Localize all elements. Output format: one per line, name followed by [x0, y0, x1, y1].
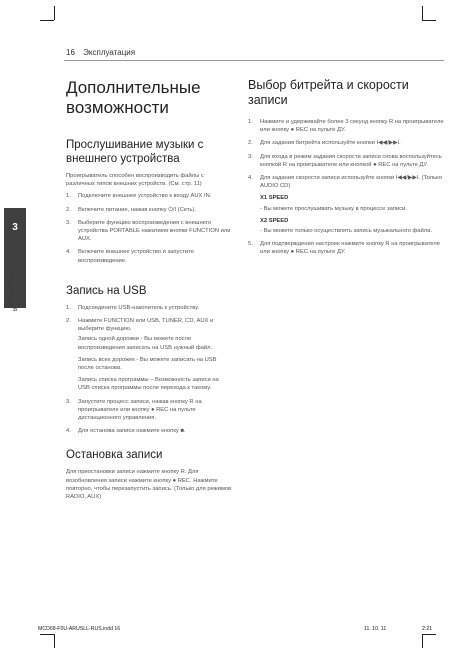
footer-date: 11. 10. 11	[364, 626, 387, 632]
list-item: 4. Для останова записи нажмите кнопку ■.	[66, 428, 186, 435]
list-item: 5. Для подтверждения настроек нажмите кнопку R на проигрывателе или кнопку ● REC на пульте ДУ.	[248, 241, 440, 256]
bitrate-steps	[248, 118, 444, 257]
running-header	[66, 48, 135, 57]
list-item: 1. Нажмите и удерживайте более 3 секунд кнопку R на проигрывателе или кнопку ● REC на пульте ДУ.	[248, 119, 444, 134]
list-item: 1. Подключите внешнее устройство к входу AUX IN.	[66, 193, 212, 200]
header-divider	[64, 60, 444, 61]
section-heading-usb: Запись на USB	[66, 284, 147, 297]
speed-x2-title: X2 SPEED	[260, 217, 289, 224]
right-column	[248, 78, 444, 262]
page-title: Дополнительные возможности	[66, 78, 201, 117]
speed-x1-title: X1 SPEED	[260, 195, 289, 202]
crop-mark	[40, 634, 54, 635]
chapter-number: 3	[12, 222, 18, 233]
list-item: 3. Для входа в режим задания скорости записи снова воспользуйтесь кнопкой R на проигрывателе или кнопкой ● REC на пульте ДУ.	[248, 153, 442, 168]
page-number: 16	[66, 48, 75, 57]
speed-x1-text: - Вы можете прослушивать музыку в процессе записи.	[260, 205, 407, 212]
footer-file-name: MCD68-F0U-ARUSLL-RUS.indd 16	[38, 626, 121, 632]
list-item: 2. Нажмите FUNCTION или USB, TUNER, CD, AUX и выберите функцию. Запись одной дорожки - Вы можете после воспроизведения записать на USB нужный файл. Запись всех дорожек - Вы можете записать на USB после останова. Запись списка программы – Возможность записи на USB списка программы после перехода к такому.	[66, 317, 232, 393]
usb-note: Запись всех дорожек - Вы можете записать на USB после останова.	[78, 356, 217, 372]
usb-steps	[66, 304, 232, 436]
footer-time: 2:21	[422, 626, 433, 632]
left-column	[66, 78, 232, 505]
listen-intro: Проигрыватель способен воспроизводить файлы с различных типов внешних устройств. (См. стр. 11)	[66, 173, 204, 188]
list-item: 2. Для задания битрейта используйте кнопки I◀◀/▶▶I.	[248, 140, 401, 147]
list-item: 3. Запустите процесс записи, нажав кнопку R на проигрывателе или кнопку ● REC на пульте дистанционного управления.	[66, 398, 202, 422]
section-heading-bitrate: Выбор битрейта и скорости записи	[248, 78, 409, 107]
stop-text: Для приостановки записи нажмите кнопку R. Для возобновления записи нажмите кнопку ● REC. Нажмите повторно, чтобы перезапустить запись. (Только для режимов RADIO, AUX)	[66, 469, 232, 501]
header-section-title: Эксплуатация	[83, 48, 136, 57]
list-item: 2. Включите питание, нажав кнопку ⏻/I (Сеть).	[66, 206, 197, 213]
list-item: 4. Для задания скорости записи используйте кнопки I◀◀/▶▶I. (Только AUDIO CD) X1 SPEED - Вы можете прослушивать музыку в процессе записи. X2 SPEED - Вы можете только осуществлять запись музыкального файла.	[248, 174, 444, 235]
crop-mark	[54, 634, 55, 648]
crop-mark	[422, 634, 436, 635]
listen-steps	[66, 192, 232, 264]
usb-note: Запись одной дорожки - Вы можете после воспроизведения записать на USB нужный файл.	[78, 336, 213, 351]
crop-mark	[422, 634, 423, 648]
usb-note: Запись списка программы – Возможность записи на USB списка программы после перехода к такому.	[78, 377, 219, 392]
crop-mark	[54, 6, 55, 20]
chapter-tab-label: Эксплуатация	[11, 266, 18, 312]
list-item: 1. Подсоедините USB-накопитель к устройству.	[66, 304, 200, 311]
section-heading-listen: Прослушивание музыки с внешнего устройства	[66, 139, 204, 165]
crop-mark	[422, 6, 423, 20]
speed-x2-text: - Вы можете только осуществлять запись музыкального файла.	[260, 228, 432, 235]
list-item: 3. Выберите функцию воспроизведения с внешнего устройства PORTABLE нажатием кнопки FUNCTION или AUX.	[66, 219, 231, 243]
section-heading-stop: Остановка записи	[66, 449, 163, 462]
list-item: 4. Включите внешнее устройство и запустите воспроизведение.	[66, 249, 194, 264]
crop-mark	[40, 20, 54, 21]
crop-mark	[422, 20, 436, 21]
